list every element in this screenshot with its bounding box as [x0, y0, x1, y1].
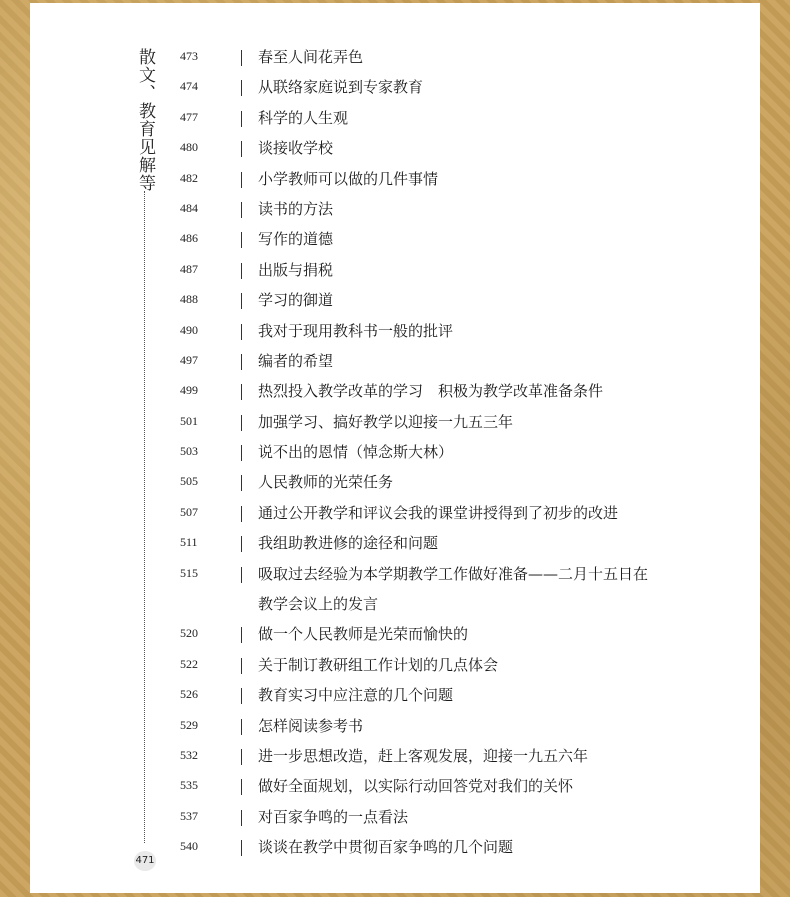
- toc-entry: [30, 195, 760, 225]
- toc-page-number: 540: [180, 839, 198, 854]
- toc-page-number: 482: [180, 170, 198, 185]
- toc-entry: [30, 134, 760, 164]
- book-page: [30, 3, 760, 893]
- toc-title: 小学教师可以做的几件事情: [258, 169, 439, 188]
- toc-entry: [30, 286, 760, 316]
- toc-entry: [30, 560, 760, 590]
- toc-entry: [30, 73, 760, 103]
- toc-title: 人民教师的光荣任务: [258, 473, 394, 492]
- toc-title: 学习的御道: [258, 291, 334, 310]
- toc-separator: [241, 475, 242, 491]
- toc-title: 对百家争鸣的一点看法: [258, 807, 409, 826]
- toc-page-number: 486: [180, 231, 198, 246]
- toc-title: 吸取过去经验为本学期教学工作做好准备——二月十五日在: [258, 564, 649, 583]
- toc-title: 编者的希望: [258, 351, 334, 370]
- toc-title: 写作的道德: [258, 230, 334, 249]
- toc-title: 科学的人生观: [258, 108, 349, 127]
- toc-entry: [30, 347, 760, 377]
- toc-separator: [241, 141, 242, 157]
- toc-separator: [241, 202, 242, 218]
- toc-page-number: 537: [180, 808, 198, 823]
- toc-page-number: 529: [180, 717, 198, 732]
- toc-separator: [241, 384, 242, 400]
- toc-title: 出版与捐税: [258, 260, 334, 279]
- toc-title: 做一个人民教师是光荣而愉快的: [258, 625, 469, 644]
- toc-page-number: 535: [180, 778, 198, 793]
- toc-page-number: 473: [180, 49, 198, 63]
- toc-entry: [30, 651, 760, 681]
- toc-entry: [30, 772, 760, 802]
- toc-title: 教育实习中应注意的几个问题: [258, 686, 454, 705]
- toc-entry: [30, 438, 760, 468]
- toc-title: 通过公开教学和评议会我的课堂讲授得到了初步的改进: [258, 503, 619, 522]
- toc-title: 进一步思想改造，赶上客观发展，迎接一九五六年: [258, 746, 589, 765]
- toc-entry: [30, 590, 760, 620]
- toc-title: 做好全面规划，以实际行动回答党对我们的关怀: [258, 777, 574, 796]
- toc-page-number: 477: [180, 109, 198, 124]
- toc-title: 我组助教进修的途径和问题: [258, 534, 439, 553]
- toc-title: 谈接收学校: [258, 139, 334, 158]
- toc-page-number: 487: [180, 261, 198, 276]
- toc-separator: [241, 749, 242, 765]
- toc-title: 从联络家庭说到专家教育: [258, 78, 424, 97]
- toc-page-number: 507: [180, 504, 198, 519]
- toc-entry: [30, 620, 760, 650]
- section-title: 散文、教育见解等: [135, 48, 155, 192]
- toc-page-number: 490: [180, 322, 198, 337]
- toc-page-number: 497: [180, 352, 198, 367]
- toc-title: 教学会议上的发言: [258, 595, 379, 614]
- toc-separator: [241, 232, 242, 248]
- toc-entry: [30, 165, 760, 195]
- toc-page-number: 515: [180, 565, 198, 580]
- toc-entry: [30, 529, 760, 559]
- toc-page-number: 499: [180, 383, 198, 398]
- toc-separator: [241, 627, 242, 643]
- toc-page-number: 484: [180, 200, 198, 215]
- toc-separator: [241, 719, 242, 735]
- toc-separator: [241, 688, 242, 704]
- toc-separator: [241, 810, 242, 826]
- toc-title: 春至人间花弄色: [258, 48, 364, 66]
- toc-entry: [30, 712, 760, 742]
- toc-title: 读书的方法: [258, 199, 334, 218]
- toc-separator: [241, 658, 242, 674]
- toc-entry: [30, 317, 760, 347]
- toc-separator: [241, 111, 242, 127]
- toc-page-number: 503: [180, 444, 198, 459]
- toc-separator: [241, 415, 242, 431]
- table-of-contents: [30, 43, 760, 864]
- toc-page-number: 511: [180, 535, 198, 550]
- toc-entry: [30, 408, 760, 438]
- toc-page-number: 480: [180, 140, 198, 155]
- toc-separator: [241, 354, 242, 370]
- toc-entry: [30, 681, 760, 711]
- toc-title: 热烈投入教学改革的学习 积极为教学改革准备条件: [258, 382, 604, 401]
- toc-entry: [30, 742, 760, 772]
- toc-page-number: 474: [180, 79, 198, 94]
- page-number: 471: [134, 851, 156, 871]
- toc-separator: [241, 172, 242, 188]
- toc-separator: [241, 536, 242, 552]
- toc-page-number: 520: [180, 626, 198, 641]
- toc-separator: [241, 779, 242, 795]
- toc-page-number: 501: [180, 413, 198, 428]
- toc-separator: [241, 293, 242, 309]
- toc-separator: [241, 567, 242, 583]
- toc-page-number: 488: [180, 292, 198, 307]
- toc-entry: [30, 499, 760, 529]
- toc-separator: [241, 840, 242, 856]
- toc-entry: [30, 377, 760, 407]
- toc-title: 关于制订教研组工作计划的几点体会: [258, 655, 499, 674]
- toc-entry: [30, 225, 760, 255]
- toc-separator: [241, 50, 242, 66]
- toc-entry: [30, 256, 760, 286]
- toc-title: 我对于现用教科书一般的批评: [258, 321, 454, 340]
- toc-page-number: 526: [180, 687, 198, 702]
- toc-page-number: 522: [180, 656, 198, 671]
- toc-entry: [30, 803, 760, 833]
- toc-title: 怎样阅读参考书: [258, 716, 364, 735]
- toc-entry: [30, 104, 760, 134]
- toc-separator: [241, 324, 242, 340]
- toc-title: 说不出的恩情（悼念斯大林）: [258, 443, 454, 462]
- toc-page-number: 505: [180, 474, 198, 489]
- toc-separator: [241, 445, 242, 461]
- toc-entry: [30, 468, 760, 498]
- toc-entry: [30, 43, 760, 73]
- toc-separator: [241, 80, 242, 96]
- toc-title: 加强学习、搞好教学以迎接一九五三年: [258, 412, 514, 431]
- toc-separator: [241, 263, 242, 279]
- toc-title: 谈谈在教学中贯彻百家争鸣的几个问题: [258, 838, 514, 857]
- toc-page-number: 532: [180, 747, 198, 762]
- toc-entry: [30, 833, 760, 863]
- toc-separator: [241, 506, 242, 522]
